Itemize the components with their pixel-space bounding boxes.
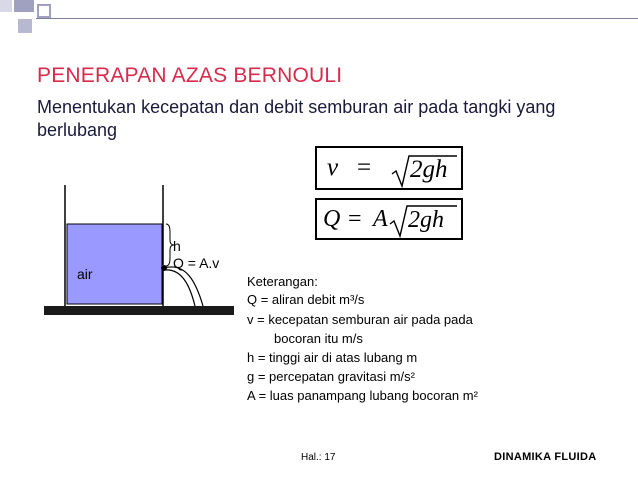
formula-equals: = [348, 206, 362, 232]
slide-title: PENERAPAN AZAS BERNOULI [37, 64, 343, 87]
height-label: h [173, 238, 181, 254]
page-number: Hal.: 17 [301, 452, 336, 463]
ground-base [44, 306, 234, 315]
legend-line: A = luas panampang lubang bocoran m² [247, 388, 478, 403]
legend-line: g = percepatan gravitasi m/s² [247, 369, 415, 384]
footer-title: DINAMIKA FLUIDA [494, 451, 597, 463]
legend-heading: Keterangan: [247, 274, 318, 289]
flow-label: Q = A.v [173, 255, 220, 271]
slide-subtitle: Menentukan kecepatan dan debit semburan air pada tangki yang berlubang [37, 97, 556, 140]
formula-radicand: 2gh [408, 207, 444, 233]
water-body [67, 224, 162, 304]
formula-equals: = [357, 154, 372, 181]
water-jet-inner [164, 270, 195, 306]
legend-line: v = kecepatan semburan air pada pada [247, 312, 473, 327]
legend-line: h = tinggi air di atas lubang m [247, 350, 418, 365]
water-jet-outer [164, 267, 203, 306]
formula-radicand: 2gh [410, 156, 448, 183]
formula-lhs: v [327, 154, 339, 181]
formula-coef: A [373, 206, 388, 232]
legend-line: bocoran itu m/s [274, 331, 363, 346]
water-label: air [77, 266, 93, 282]
formula-lhs: Q [323, 206, 341, 232]
legend-line: Q = aliran debit m³/s [247, 292, 365, 307]
